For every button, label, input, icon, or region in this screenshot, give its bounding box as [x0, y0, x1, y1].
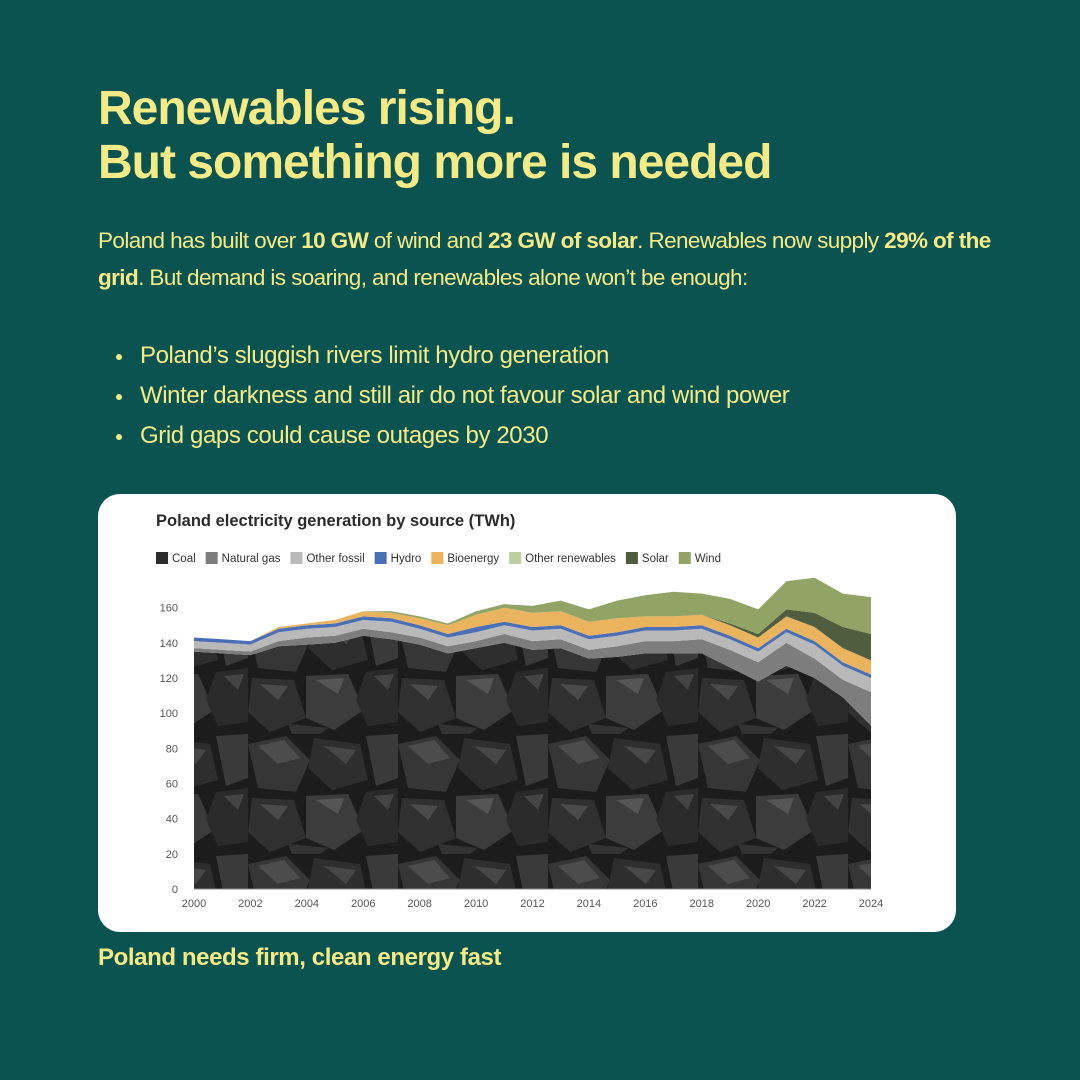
legend-item	[679, 552, 721, 565]
x-axis	[182, 898, 883, 910]
x-tick-label: 2014	[576, 898, 602, 910]
legend-item	[626, 552, 669, 565]
x-tick-label: 2000	[181, 898, 207, 910]
bullet-item: Winter darkness and still air do not favour solar and wind power	[116, 376, 789, 416]
legend-swatch	[626, 552, 638, 564]
intro-text-1: Poland has built over	[98, 228, 302, 253]
legend-label: Other fossil	[306, 553, 365, 565]
x-tick-label: 2016	[633, 898, 658, 910]
headline-line-1: Renewables rising.	[98, 82, 515, 135]
headline-line-2: But something more is needed	[98, 136, 772, 189]
intro-text-2: of wind and	[368, 228, 489, 253]
y-tick-label: 120	[159, 672, 178, 685]
legend-swatch	[290, 552, 302, 564]
y-tick-label: 0	[171, 884, 178, 896]
legend-item	[431, 552, 499, 565]
headline	[98, 82, 771, 190]
legend-label: Bioenergy	[447, 553, 500, 565]
y-tick-label: 20	[165, 848, 178, 861]
legend-item	[509, 552, 616, 565]
intro-paragraph	[98, 222, 998, 296]
footer-text: Poland needs firm, clean energy fast	[98, 944, 502, 971]
legend-label: Coal	[172, 553, 196, 565]
x-tick-label: 2012	[520, 898, 545, 910]
bullet-item: Poland’s sluggish rivers limit hydro generation	[116, 336, 789, 376]
x-tick-label: 2020	[745, 898, 771, 910]
legend-item	[375, 552, 422, 565]
legend-label: Hydro	[390, 553, 422, 565]
legend-item	[290, 552, 364, 565]
y-axis	[160, 603, 178, 896]
legend-label: Solar	[641, 553, 669, 565]
legend-label: Natural gas	[221, 553, 281, 565]
legend-item	[206, 552, 281, 565]
legend-swatch	[375, 552, 387, 564]
bullet-item: Grid gaps could cause outages by 2030	[116, 416, 789, 456]
legend-label: Wind	[694, 553, 721, 565]
y-tick-label: 40	[165, 813, 178, 826]
x-tick-label: 2004	[294, 898, 320, 910]
intro-solar-capacity: 23 GW of solar	[488, 228, 638, 253]
generation-chart	[98, 494, 956, 932]
y-tick-label: 80	[165, 743, 178, 756]
legend-swatch	[206, 552, 218, 564]
chart-card	[98, 494, 956, 932]
y-tick-label: 160	[159, 602, 178, 615]
intro-wind-capacity: 10 GW	[301, 228, 369, 253]
legend-swatch	[679, 552, 691, 564]
legend-swatch	[431, 552, 443, 564]
chart-title: Poland electricity generation by source (TWh)	[156, 512, 516, 530]
intro-text-4: . But demand is soaring, and renewables alone won’t be enough:	[138, 265, 748, 290]
intro-grid-share: 29% of the grid	[98, 228, 991, 290]
y-tick-label: 140	[159, 637, 178, 650]
legend-item	[156, 552, 196, 565]
x-tick-label: 2022	[802, 898, 827, 910]
intro-text-3: . Renewables now supply	[637, 228, 885, 253]
chart-areas	[194, 578, 871, 889]
x-tick-label: 2008	[407, 898, 432, 910]
legend-label: Other renewables	[525, 553, 616, 565]
chart-legend	[156, 552, 721, 565]
bullet-list	[116, 336, 789, 456]
x-tick-label: 2006	[351, 898, 376, 910]
x-tick-label: 2018	[689, 898, 714, 910]
x-tick-label: 2002	[238, 898, 263, 910]
y-tick-label: 60	[165, 778, 178, 791]
y-tick-label: 100	[159, 708, 178, 721]
legend-swatch	[156, 552, 168, 564]
x-tick-label: 2024	[858, 898, 884, 910]
legend-swatch	[509, 552, 521, 564]
x-tick-label: 2010	[463, 898, 489, 910]
